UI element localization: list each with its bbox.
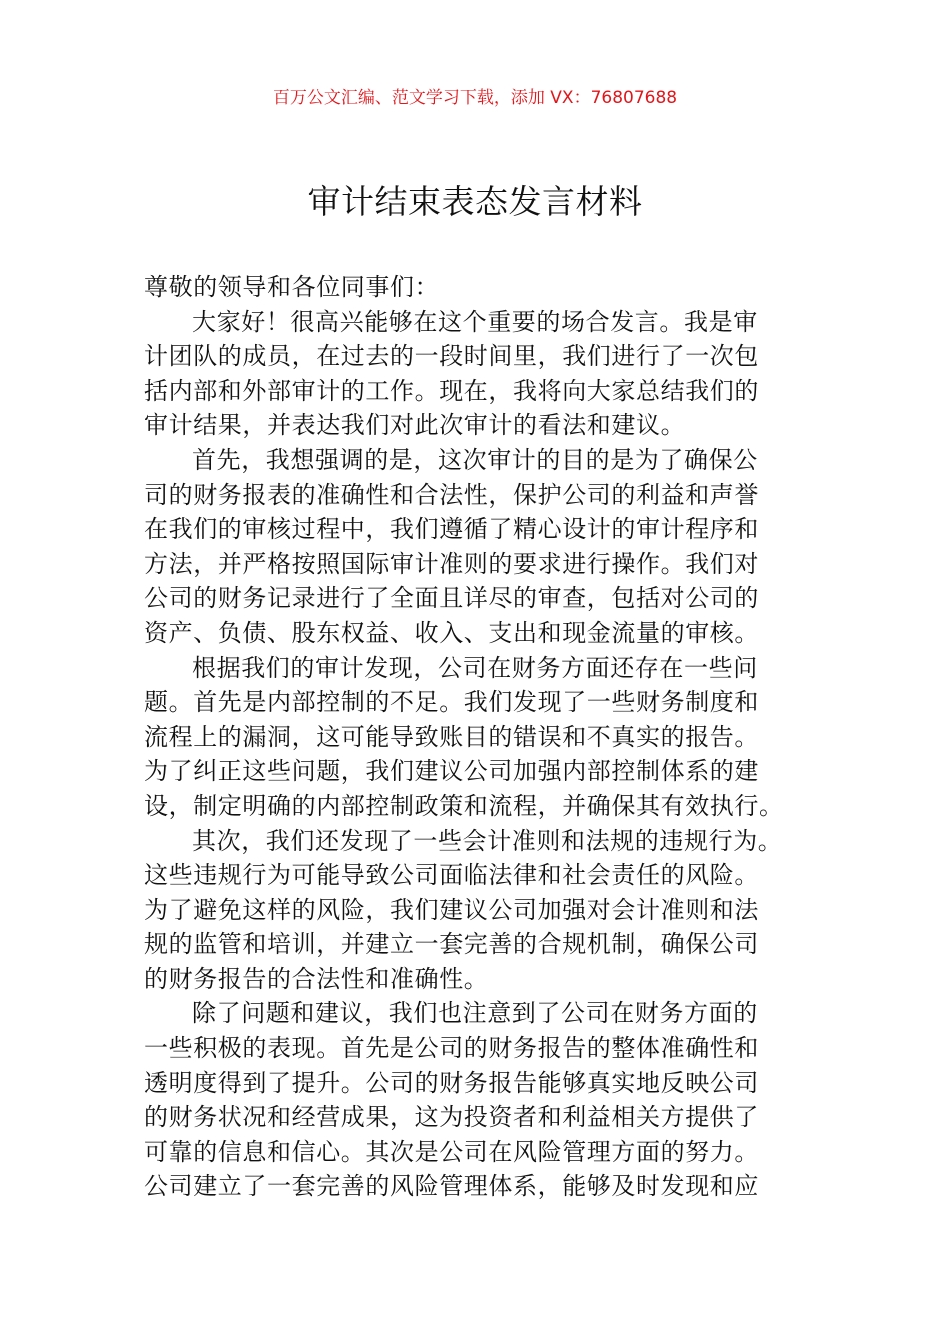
watermark-banner: 百万公文汇编、范文学习下载，添加 VX：76807688	[272, 88, 678, 108]
text-line: 审计结果，并表达我们对此次审计的看法和建议。	[144, 411, 686, 440]
text-line: 为了纠正这些问题，我们建议公司加强内部控制体系的建	[144, 757, 759, 786]
text-line: 这些违规行为可能导致公司面临法律和社会责任的风险。	[144, 861, 759, 890]
text-line: 题。首先是内部控制的不足。我们发现了一些财务制度和	[144, 688, 759, 717]
text-line: 的财务状况和经营成果，这为投资者和利益相关方提供了	[144, 1103, 759, 1132]
text-line: 在我们的审核过程中，我们遵循了精心设计的审计程序和	[144, 515, 759, 544]
document-title: 审计结束表态发言材料	[307, 182, 643, 221]
text-line: 方法，并严格按照国际审计准则的要求进行操作。我们对	[144, 549, 759, 578]
text-line: 为了避免这样的风险，我们建议公司加强对会计准则和法	[144, 895, 759, 924]
document-body	[144, 270, 844, 1204]
paragraph-first-line: 首先，我想强调的是，这次审计的目的是为了确保公	[192, 445, 758, 474]
text-line: 公司建立了一套完善的风险管理体系，能够及时发现和应	[144, 1172, 759, 1201]
text-line: 设，制定明确的内部控制政策和流程，并确保其有效执行。	[144, 791, 784, 820]
paragraph-first-line: 大家好！很高兴能够在这个重要的场合发言。我是审	[192, 307, 758, 336]
text-line: 括内部和外部审计的工作。现在，我将向大家总结我们的	[144, 376, 759, 405]
text-line: 流程上的漏洞，这可能导致账目的错误和不真实的报告。	[144, 722, 759, 751]
paragraph-first-line: 其次，我们还发现了一些会计准则和法规的违规行为。	[192, 826, 783, 855]
text-line: 尊敬的领导和各位同事们：	[144, 273, 440, 301]
paragraph-first-line: 根据我们的审计发现，公司在财务方面还存在一些问	[192, 653, 758, 682]
paragraph-first-line: 除了问题和建议，我们也注意到了公司在财务方面的	[192, 999, 758, 1028]
text-line: 资产、负债、股东权益、收入、支出和现金流量的审核。	[144, 618, 759, 647]
text-line: 计团队的成员，在过去的一段时间里，我们进行了一次包	[144, 342, 759, 371]
text-line: 一些积极的表现。首先是公司的财务报告的整体准确性和	[144, 1034, 759, 1063]
text-line: 司的财务报表的准确性和合法性，保护公司的利益和声誉	[144, 480, 759, 509]
text-line: 透明度得到了提升。公司的财务报告能够真实地反映公司	[144, 1068, 759, 1097]
text-line: 的财务报告的合法性和准确性。	[144, 964, 489, 993]
text-line: 可靠的信息和信心。其次是公司在风险管理方面的努力。	[144, 1137, 759, 1166]
text-line: 公司的财务记录进行了全面且详尽的审查，包括对公司的	[144, 584, 759, 613]
text-line: 规的监管和培训，并建立一套完善的合规机制，确保公司	[144, 930, 759, 959]
